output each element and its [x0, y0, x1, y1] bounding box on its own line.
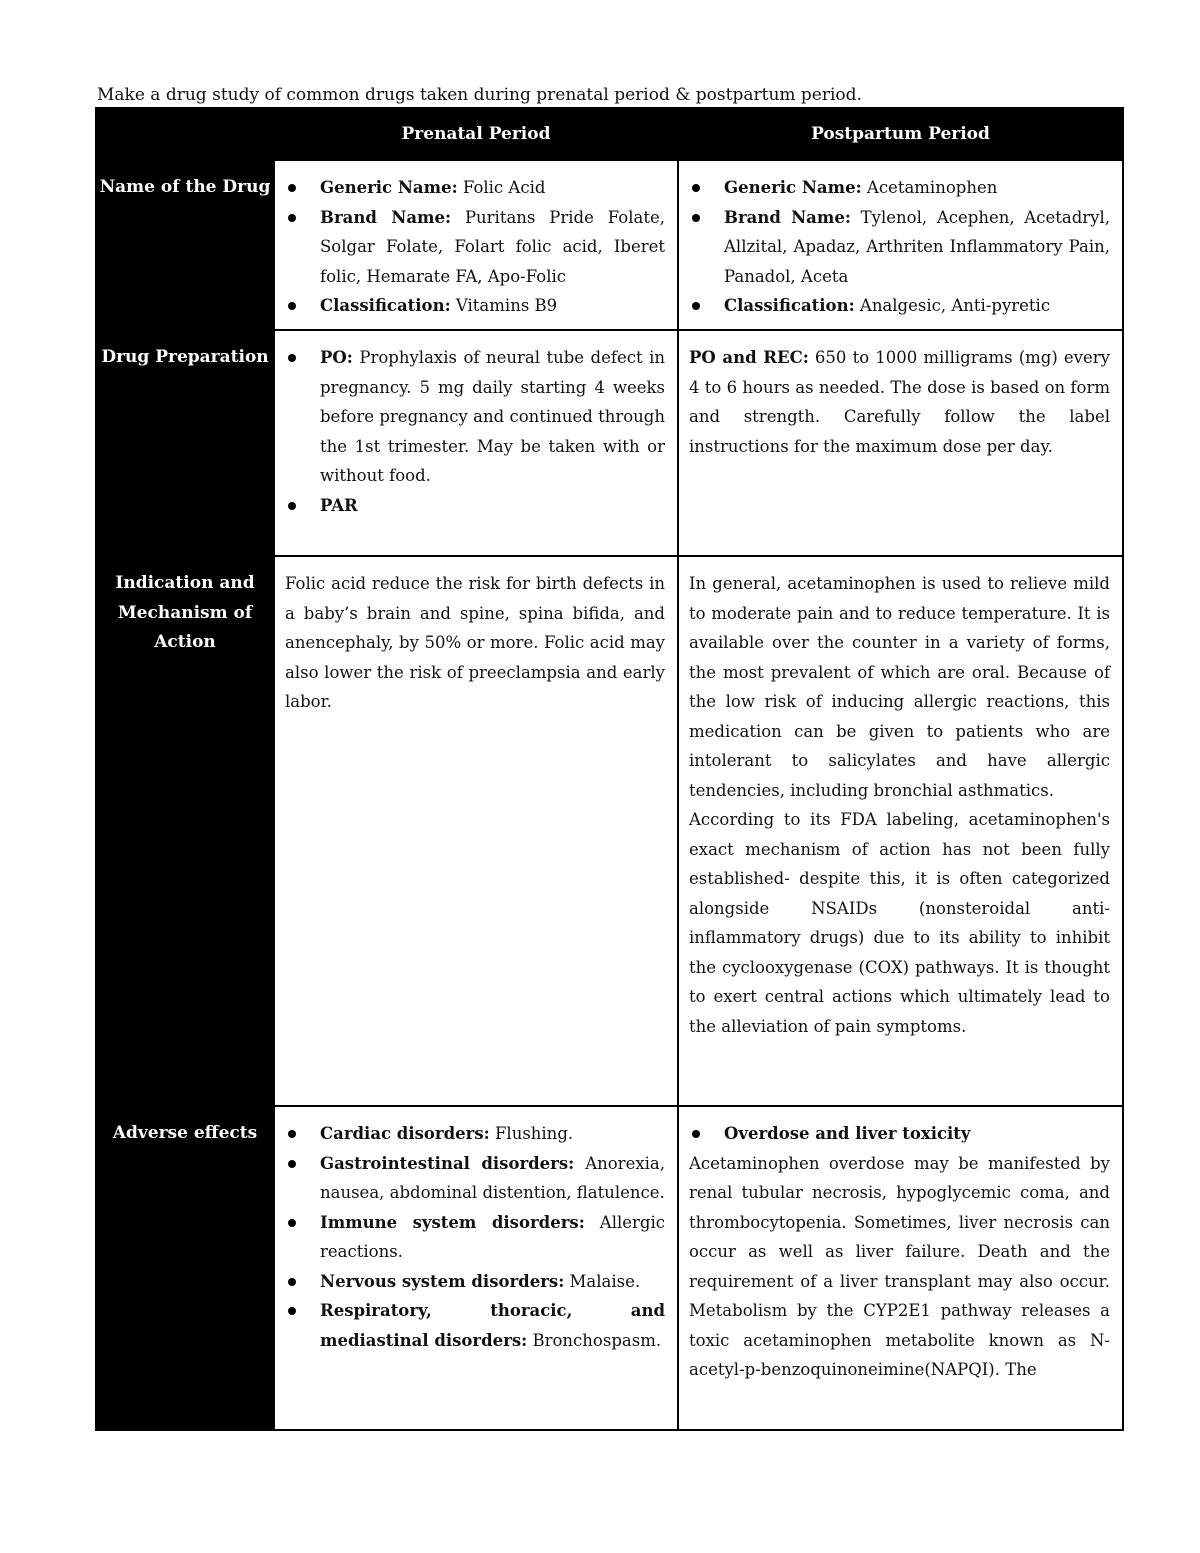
- list-item: [285, 491, 665, 521]
- row-drug-name: [96, 160, 1123, 330]
- list-item: [285, 1208, 665, 1267]
- row-drug-preparation: [96, 330, 1123, 556]
- list-item: [285, 343, 665, 491]
- header-postpartum: Postpartum Period: [678, 108, 1123, 160]
- list-item: [285, 203, 665, 292]
- brand-name-value: Tylenol, Acephen, Acetadryl, Allzital, Apadaz, Arthriten Inflammatory Pain, Panadol, Aceta: [724, 207, 1110, 286]
- overdose-text: Acetaminophen overdose may be manifested by renal tubular necrosis, hypoglycemic coma, and thrombocytopenia. Sometimes, liver necrosis can occur as well as liver failure. Death and the requirement of a liver transplant may also occur. Metabolism by the CYP2E1 pathway releases a toxic acetaminophen metabolite known as N-acetyl-p-benzoquinoneimine(NAPQI). The: [689, 1153, 1110, 1379]
- par-label: PAR: [320, 495, 358, 515]
- adverse-value: Bronchospasm.: [527, 1330, 662, 1350]
- list-item: [285, 1296, 665, 1355]
- po-rec-value: 650 to 1000 milligrams (mg) every 4 to 6 hours as needed. The dose is based on form and strength. Carefully follow the label instructions for the maximum dose per day.: [689, 348, 1110, 456]
- list-item: [689, 291, 1110, 321]
- page-intro: Make a drug study of common drugs taken during prenatal period & postpartum period.: [97, 85, 862, 105]
- list-item: [689, 173, 1110, 203]
- postpartum-adverse-cell: [678, 1106, 1123, 1430]
- prenatal-adverse-cell: [274, 1106, 678, 1430]
- classification-label: Classification:: [320, 296, 451, 315]
- adverse-value: Flushing.: [489, 1124, 574, 1143]
- drug-study-table: [95, 107, 1124, 1431]
- po-value: Prophylaxis of neural tube defect in pregnancy. 5 mg daily starting 4 weeks before pregnancy and continued through the 1st trimester. May be taken with or without food.: [320, 348, 665, 485]
- classification-label: Classification:: [724, 296, 855, 315]
- prenatal-indication-cell: [274, 556, 678, 1106]
- list-item: [285, 173, 665, 203]
- adverse-label: Immune system disorders:: [320, 1212, 585, 1232]
- row-indication: [96, 556, 1123, 1106]
- prenatal-name-cell: [274, 160, 678, 330]
- postpartum-name-cell: [678, 160, 1123, 330]
- brand-name-label: Brand Name:: [320, 207, 452, 227]
- brand-name-label: Brand Name:: [724, 207, 851, 227]
- table-header-row: [96, 108, 1123, 160]
- classification-value: Analgesic, Anti-pyretic: [854, 296, 1051, 315]
- header-blank: [96, 108, 274, 160]
- list-item: [285, 1267, 665, 1297]
- po-rec-label: PO and REC:: [689, 348, 809, 367]
- classification-value: Vitamins B9: [450, 296, 558, 315]
- postpartum-preparation-cell: [678, 330, 1123, 556]
- prenatal-indication-text: Folic acid reduce the risk for birth defects in a baby’s brain and spine, spina bifida, and anencephaly, by 50% or more. Folic acid may also lower the risk of preeclampsia and early labor.: [285, 574, 665, 711]
- adverse-value: Allergic reactions.: [320, 1212, 665, 1261]
- row-label-adverse: Adverse effects: [96, 1106, 274, 1430]
- list-item: [285, 291, 665, 321]
- generic-name-label: Generic Name:: [320, 178, 458, 197]
- postpartum-indication-text-1: In general, acetaminophen is used to relieve mild to moderate pain and to reduce temperature. It is available over the counter in a variety of forms, the most prevalent of which are oral. Because of the low risk of inducing allergic reactions, this medication can be given to patients who are intolerant to salicylates and have allergic tendencies, including bronchial asthmatics.: [689, 574, 1110, 800]
- adverse-value: Anorexia, nausea, abdominal distention, flatulence.: [320, 1153, 665, 1202]
- list-item: [285, 1119, 665, 1149]
- brand-name-value: Puritans Pride Folate, Solgar Folate, Folart folic acid, Iberet folic, Hemarate FA, Apo-Folic: [320, 207, 665, 286]
- generic-name-value: Folic Acid: [457, 178, 546, 197]
- adverse-label: Respiratory, thoracic, and mediastinal disorders:: [320, 1301, 665, 1350]
- prenatal-preparation-cell: [274, 330, 678, 556]
- overdose-heading: Overdose and liver toxicity: [724, 1124, 971, 1143]
- postpartum-indication-cell: [678, 556, 1123, 1106]
- header-prenatal: Prenatal Period: [274, 108, 678, 160]
- list-item: [285, 1149, 665, 1208]
- row-label-preparation: Drug Preparation: [96, 330, 274, 556]
- adverse-label: Nervous system disorders:: [320, 1271, 565, 1291]
- adverse-label: Cardiac disorders:: [320, 1124, 490, 1143]
- po-label: PO:: [320, 348, 353, 367]
- list-item: [689, 203, 1110, 292]
- row-adverse-effects: [96, 1106, 1123, 1430]
- row-label-indication: Indication and Mechanism of Action: [96, 556, 274, 1106]
- generic-name-value: Acetaminophen: [861, 178, 998, 197]
- adverse-value: Malaise.: [564, 1271, 641, 1291]
- list-item: [689, 1119, 1110, 1149]
- postpartum-indication-text-2: According to its FDA labeling, acetaminophen's exact mechanism of action has not been fully established- despite this, it is often categorized alongside NSAIDs (nonsteroidal anti-inflammatory drugs) due to its ability to inhibit the cyclooxygenase (COX) pathways. It is thought to exert central actions which ultimately lead to the alleviation of pain symptoms.: [689, 810, 1110, 1036]
- row-label-name: Name of the Drug: [96, 160, 274, 330]
- adverse-label: Gastrointestinal disorders:: [320, 1153, 575, 1173]
- generic-name-label: Generic Name:: [724, 178, 862, 197]
